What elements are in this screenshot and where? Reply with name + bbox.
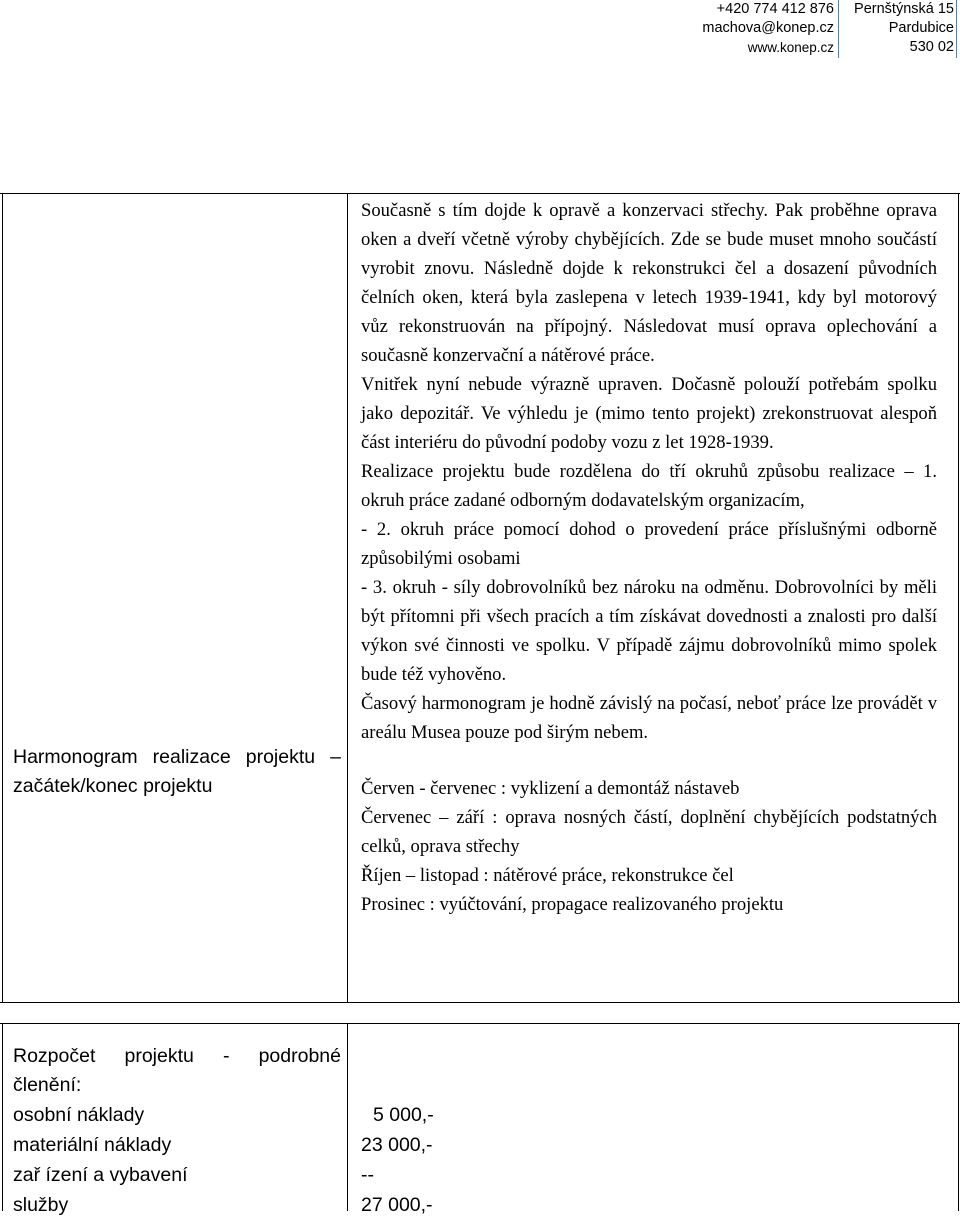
table-border-right [958,194,959,1002]
table-border-right [958,1024,959,1211]
budget-value-material: 23 000,- [361,1134,433,1156]
table-border-left [2,1024,3,1211]
budget-value-equipment: -- [361,1164,374,1186]
letterhead-zip: 530 02 [909,39,954,55]
budget-values [361,1100,561,1220]
letterhead-contact [680,0,839,58]
letterhead-email[interactable]: machova@konep.cz [702,20,834,36]
paragraph-circuits: Realizace projektu bude rozdělena do tří okruhů způsobu realizace – 1. okruh práce zadané odborným dodavatelským organizacím, [361,461,937,511]
budget-item-equipment: zař ízení a vybavení [13,1164,188,1186]
table-row-harmonogram [0,193,960,1003]
row-content-harmonogram [361,196,937,919]
letterhead [680,0,960,58]
table-row-budget [0,1023,960,1216]
budget-value-services: 27 000,- [361,1194,433,1216]
budget-value-personal: 5 000,- [373,1104,434,1126]
paragraph-circuit-3: - 3. okruh - síly dobrovolníků bez nároku na odměnu. Dobrovolníci by měli být přítomni při všech pracích a tím získávat dovednosti a znalosti pro další výkon své činnosti ve spolku. V případě zájmu dobrovolníků mimo spolek bude též vyhověno. [361,577,937,685]
budget-item-personal: osobní náklady [13,1104,145,1126]
letterhead-street: Pernštýnská 15 [854,1,954,17]
budget-item-services: služby [13,1194,69,1216]
paragraph-interior: Vnitřek nyní nebude výrazně upraven. Dočasně polouží potřebám spolku jako depozitář. Ve výhledu je (mimo tento projekt) zrekonstruovat alespoň část interiéru do původní podoby vozu z let 1928-1939. [361,374,937,453]
budget-items [13,1100,333,1220]
table-border-left [2,194,3,1002]
schedule-item: Červenec – září : oprava nosných částí, doplnění chybějících podstatných celků, oprava střechy [361,807,937,857]
schedule-item: Říjen – listopad : nátěrové práce, rekonstrukce čel [361,865,734,886]
paragraph-circuit-2: - 2. okruh práce pomocí dohod o provedení práce příslušnými odborně způsobilými osobami [361,519,937,569]
paragraph-weather: Časový harmonogram je hodně závislý na počasí, neboť práce lze provádět v areálu Musea pouze pod širým nebem. [361,693,937,743]
table-border-middle [347,194,348,1002]
letterhead-phone: +420 774 412 876 [716,1,834,17]
spacer [361,747,937,774]
row-label-budget: Rozpočet projektu - podrobné členění: [13,1045,341,1096]
budget-item-material: materiální náklady [13,1134,172,1156]
schedule-item: Prosinec : vyúčtování, propagace realizovaného projektu [361,894,784,915]
schedule-item: Červen - červenec : vyklizení a demontáž nástaveb [361,778,740,799]
letterhead-address [842,0,957,58]
paragraph-repairs: Současně s tím dojde k opravě a konzervaci střechy. Pak proběhne oprava oken a dveří včetně výroby chybějících. Zde se bude muset mnoho součástí vyrobit znovu. Následně dojde k rekonstrukci čel a dosazení původních čelních oken, která byla zaslepena v letech 1939-1941, kdy byl motorový vůz rekonstruován na přípojný. Následovat musí oprava oplechování a současně konzervační a nátěrové práce. [361,200,937,366]
table-border-middle [347,1024,348,1211]
row-label-harmonogram: Harmonogram realizace projektu – začátek/konec projektu [13,746,341,797]
letterhead-city: Pardubice [888,20,954,36]
letterhead-web[interactable]: www.konep.cz [747,40,834,55]
